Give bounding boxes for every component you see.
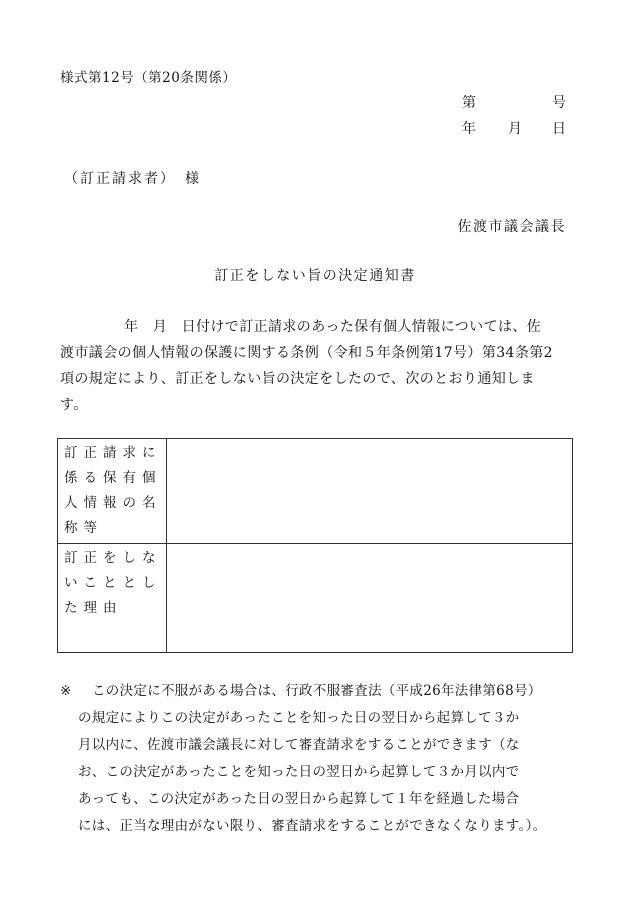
form-number: 様式第12号（第20条関係） — [60, 70, 237, 86]
note-line: お、この決定があったことを知った日の翌日から起算して３か月以内で — [78, 764, 520, 780]
note-line — [60, 678, 580, 705]
body-line: す。 — [60, 397, 88, 413]
table-value-cell — [167, 544, 573, 653]
body-line: 渡市議会の個人情報の保護に関する条例（令和５年条例第17号）第34条第2 — [60, 345, 553, 361]
note-mark: ※ — [60, 683, 72, 699]
body-paragraph — [60, 314, 568, 418]
date-month: 月 — [508, 121, 522, 137]
date-year: 年 — [462, 121, 476, 137]
document-number-prefix: 第 — [462, 95, 476, 111]
note-line: あっても、この決定があった日の翌日から起算して１年を経過した場合 — [78, 791, 520, 807]
table-value-cell — [167, 439, 573, 544]
document-number-suffix: 号 — [552, 95, 566, 111]
table-row — [58, 544, 573, 653]
appeal-note — [60, 678, 580, 840]
note-line: には、正当な理由がない限り、審査請求をすることができなくなります。）。 — [78, 818, 547, 834]
note-line: 月以内に、佐渡市議会議長に対して審査請求をすることができます（な — [78, 737, 520, 753]
date-day: 日 — [552, 121, 566, 137]
table-row — [58, 439, 573, 544]
note-text: この決定に不服がある場合は、行政不服審査法（平成26年法律第68号） — [92, 683, 542, 699]
correction-info-table — [57, 438, 573, 653]
addressee: （訂正請求者） 様 — [64, 171, 201, 187]
body-line: 項の規定により、訂正をしない旨の決定をしたので、次のとおり通知しま — [60, 371, 535, 387]
sender: 佐渡市議会議長 — [457, 219, 566, 235]
body-line: 年 月 日付けで訂正請求のあった保有個人情報については、佐 — [124, 319, 542, 335]
document-title: 訂正をしない旨の決定通知書 — [214, 268, 416, 284]
table-header-cell: 訂正をしないこととした理由 — [58, 544, 167, 653]
note-line: の規定によりこの決定があったことを知った日の翌日から起算して３か — [78, 710, 520, 726]
table-header-cell: 訂正請求に係る保有個人情報の名称等 — [58, 439, 167, 544]
